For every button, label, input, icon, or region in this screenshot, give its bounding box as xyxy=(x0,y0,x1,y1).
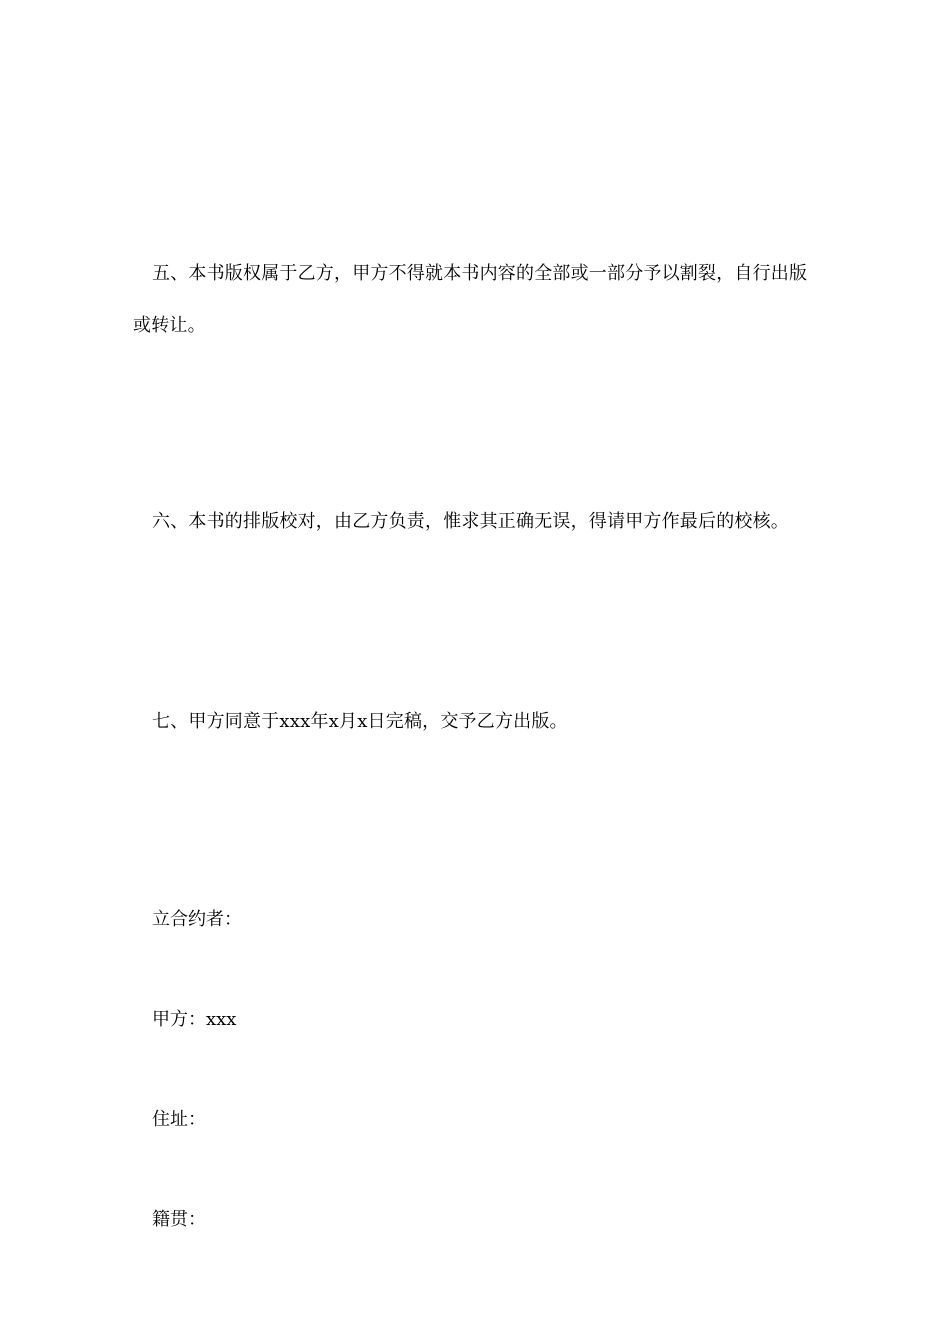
native-place-line: 籍贯： xyxy=(152,1209,206,1230)
clause-five: 五、本书版权属于乙方，甲方不得就本书内容的全部或一部分予以割裂，自行出版或转让。 xyxy=(133,263,808,336)
party-a-line: 甲方：xxx xyxy=(152,1009,237,1030)
address-line: 住址： xyxy=(152,1109,206,1130)
clause-six: 六、本书的排版校对，由乙方负责，惟求其正确无误，得请甲方作最后的校核。 xyxy=(152,511,789,532)
clause-seven: 七、甲方同意于xxx年x月x日完稿，交予乙方出版。 xyxy=(152,711,568,732)
signatories-heading: 立合约者： xyxy=(152,909,242,930)
